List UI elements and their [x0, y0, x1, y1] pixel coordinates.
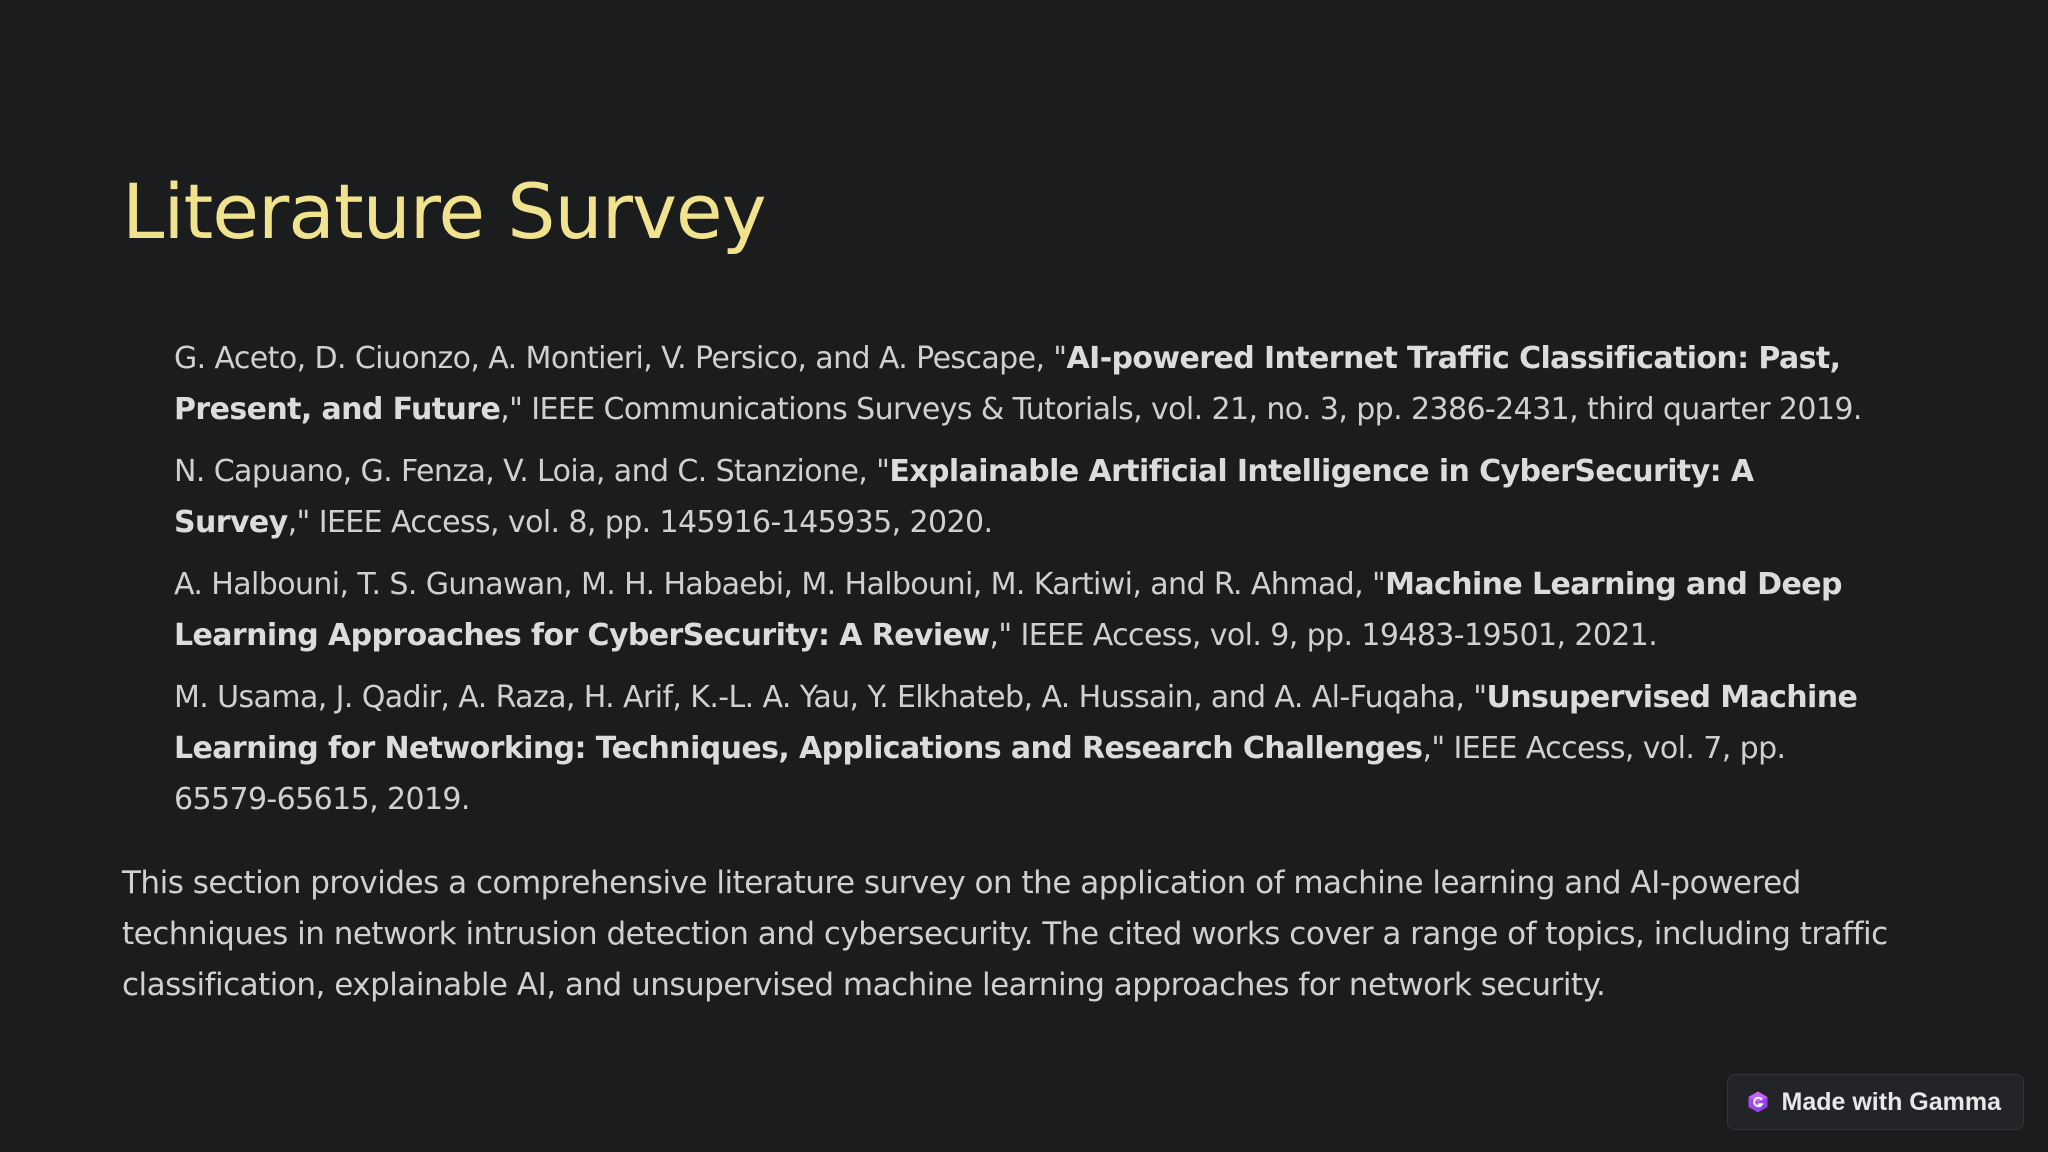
- reference-source: ," IEEE Communications Surveys & Tutorials, vol. 21, no. 3, pp. 2386-2431, third quarter 2019.: [500, 392, 1862, 427]
- gamma-logo-icon: [1746, 1090, 1770, 1114]
- reference-source: ," IEEE Access, vol. 8, pp. 145916-145935, 2020.: [287, 505, 993, 540]
- summary-paragraph: This section provides a comprehensive literature survey on the application of machine learning and AI-powered techniques in network intrusion detection and cybersecurity. The cited works cover a range of topics, including traffic classification, explainable AI, and unsupervised machine learning approaches for network security.: [122, 865, 1888, 1003]
- badge-label: Made with Gamma: [1781, 1087, 2001, 1116]
- reference-authors: M. Usama, J. Qadir, A. Raza, H. Arif, K.-L. A. Yau, Y. Elkhateb, A. Hussain, and A. Al-Fuqaha, ": [174, 680, 1487, 715]
- reference-source: ," IEEE Access, vol. 7, pp. 65579-65615, 2019.: [174, 731, 1786, 817]
- reference-list: [174, 333, 1894, 836]
- reference-authors: G. Aceto, D. Ciuonzo, A. Montieri, V. Persico, and A. Pescape, ": [174, 341, 1067, 376]
- made-with-gamma-button[interactable]: [1727, 1074, 2025, 1130]
- reference-title: Unsupervised Machine Learning for Networking: Techniques, Applications and Research Challenges: [174, 680, 1858, 766]
- reference-item: [174, 559, 1894, 661]
- reference-source: ," IEEE Access, vol. 9, pp. 19483-19501, 2021.: [989, 618, 1658, 653]
- reference-title: AI-powered Internet Traffic Classification: Past, Present, and Future: [174, 341, 1841, 427]
- slide-title: Literature Survey: [122, 167, 766, 256]
- reference-item: [174, 672, 1894, 825]
- reference-item: [174, 446, 1894, 548]
- reference-authors: A. Halbouni, T. S. Gunawan, M. H. Habaebi, M. Halbouni, M. Kartiwi, and R. Ahmad, ": [174, 567, 1386, 602]
- reference-authors: N. Capuano, G. Fenza, V. Loia, and C. Stanzione, ": [174, 454, 890, 489]
- reference-item: [174, 333, 1894, 435]
- reference-title: Machine Learning and Deep Learning Approaches for CyberSecurity: A Review: [174, 567, 1842, 653]
- reference-title: Explainable Artificial Intelligence in CyberSecurity: A Survey: [174, 454, 1754, 540]
